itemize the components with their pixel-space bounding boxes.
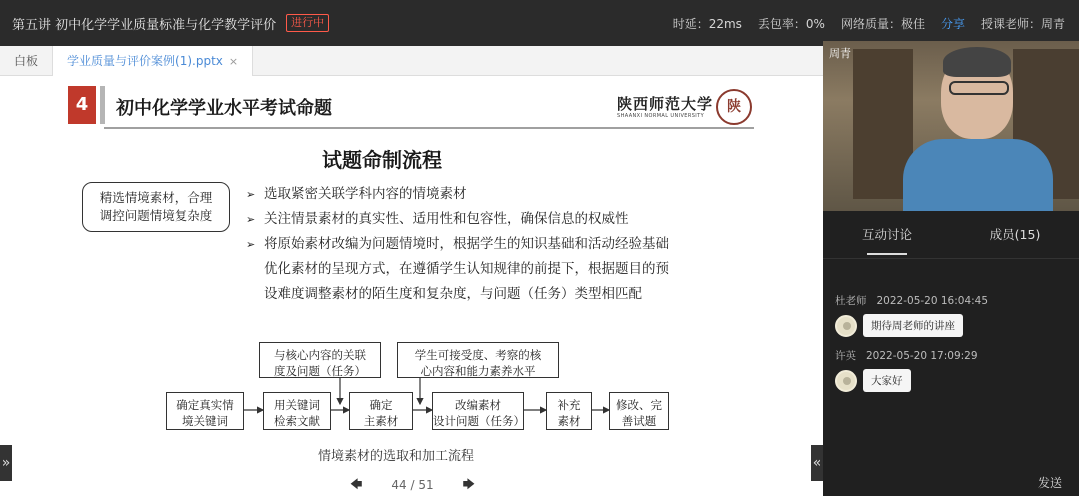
flow-box-text: 确定真实情 [176,398,234,412]
flow-box-text: 主素材 [363,414,399,428]
flow-step-box [432,392,524,430]
avatar [835,315,857,337]
slide-header [68,86,758,126]
bullet-text: 选取紧密关联学科内容的情境素材 [264,186,467,202]
flow-box-text: 设计问题（任务） [433,414,525,428]
flow-box-text: 素材 [557,414,581,428]
presenter-glasses [949,81,1009,95]
bullet-arrow-icon: ➢ [246,188,256,201]
bullet-text: 关注情景素材的真实性、适用性和包容性，确保信息的权威性 [264,211,629,227]
flow-box-text: 度及问题（任务） [274,364,366,378]
flow-box-text: 补充 [557,398,581,412]
flow-box-text: 检索文献 [274,414,320,428]
interaction-panel [823,211,1079,496]
bullet-text: 将原始素材改编为问题情境时，根据学生的知识基础和活动经验基础 [264,236,669,252]
presenter-hair [943,47,1011,77]
chat-time: 2022-05-20 17:09:29 [866,350,978,362]
chat-message [835,348,1075,392]
teacher-name: 授课老师：周青 [980,16,1065,31]
video-name-label: 周青 [829,47,851,60]
slide-section-number: 4 [68,86,96,124]
chat-message [835,293,1075,337]
key-point-line: 调控问题情境复杂度 [99,208,213,223]
document-tab-bar [0,46,823,76]
flow-context-box [397,342,559,378]
chat-time: 2022-05-20 16:04:45 [876,295,989,307]
page-indicator: 44 / 51 [391,478,434,492]
collapse-right-handle-icon[interactable]: « [811,445,823,481]
prev-slide-icon[interactable]: 🡄 [350,476,363,491]
next-slide-icon[interactable]: 🡆 [462,476,475,491]
bullet-arrow-icon: ➢ [246,213,256,226]
latency-text: 时延：22ms [672,16,742,31]
teacher-video [823,41,1079,211]
chat-message-header [835,348,1075,363]
chat-message-header [835,293,1075,308]
flow-box-text: 与核心内容的关联 [274,348,366,362]
key-point-box [82,182,230,232]
flow-box-text: 确定 [369,398,393,412]
university-logo-english: SHAANXI NORMAL UNIVERSITY [617,113,705,119]
flow-step-box [263,392,331,430]
flow-box-text: 修改、完 [616,398,662,412]
slide-title: 初中化学学业水平考试命题 [116,98,332,119]
network-quality-text: 网络质量：极佳 [840,16,925,31]
bullet-list [246,182,766,307]
flowchart-caption: 情境素材的选取和加工流程 [318,449,475,464]
tab-label: 白板 [14,54,39,68]
tab-members[interactable]: 成员(15) [989,227,1041,242]
panel-tabs [823,223,1079,259]
expand-left-handle-icon[interactable]: » [0,445,12,481]
section-divider [100,86,105,124]
chat-user: 许英 [835,350,856,362]
bullet-text: 设难度调整素材的陌生度和复杂度，与问题（任务）类型相匹配 [264,286,642,302]
flow-step-box [609,392,669,430]
chat-bubble: 期待周老师的讲座 [863,314,963,337]
flow-box-text: 心内容和能力素养水平 [420,364,536,378]
flow-box-text: 用关键词 [274,398,320,412]
connection-stats [657,0,1065,46]
bullet-item [246,182,766,207]
bullet-item [246,232,766,307]
chat-message-row [835,314,1075,337]
chat-user: 杜老师 [835,295,867,307]
avatar [835,370,857,392]
flow-step-box [546,392,592,430]
live-status-badge: 进行中 [286,14,329,32]
close-tab-icon[interactable]: × [228,55,239,68]
tab-pptx[interactable] [53,46,253,76]
slide-subtitle: 试题命制流程 [322,148,442,172]
top-bar [0,0,1079,46]
bullet-arrow-icon: ➢ [246,238,256,251]
chat-message-row [835,369,1075,392]
flow-step-box [166,392,244,430]
flow-box-text: 改编素材 [455,398,501,412]
flow-context-box [259,342,381,378]
share-button[interactable]: 分享 [940,16,965,31]
university-logo-text: 陕西师范大学 [617,95,714,113]
tab-whiteboard[interactable] [0,46,53,76]
flow-box-text: 学生可接受度、考察的核 [414,348,542,362]
bullet-item [246,207,766,232]
presenter-body [903,139,1053,211]
university-seal-icon: 陕 [716,89,752,125]
chat-bubble: 大家好 [863,369,911,392]
key-point-line: 精选情境素材，合理 [99,190,213,205]
tab-label: 学业质量与评价案例(1).pptx [67,54,223,68]
slide-pager [350,477,475,493]
flow-box-text: 善试题 [621,414,657,428]
flow-step-box [349,392,413,430]
flow-box-text: 境关键词 [182,414,228,428]
title-underline [104,127,754,129]
slide-stage [0,76,823,496]
tab-discussion[interactable]: 互动讨论 [823,223,951,258]
bullet-text: 优化素材的呈现方式，在遵循学生认知规律的前提下，根据题目的预 [264,261,669,277]
send-button[interactable]: 发送 [1038,476,1063,490]
course-title: 第五讲 初中化学学业质量标准与化学教学评价 [12,17,277,33]
packet-loss-text: 丢包率：0% [757,16,825,31]
